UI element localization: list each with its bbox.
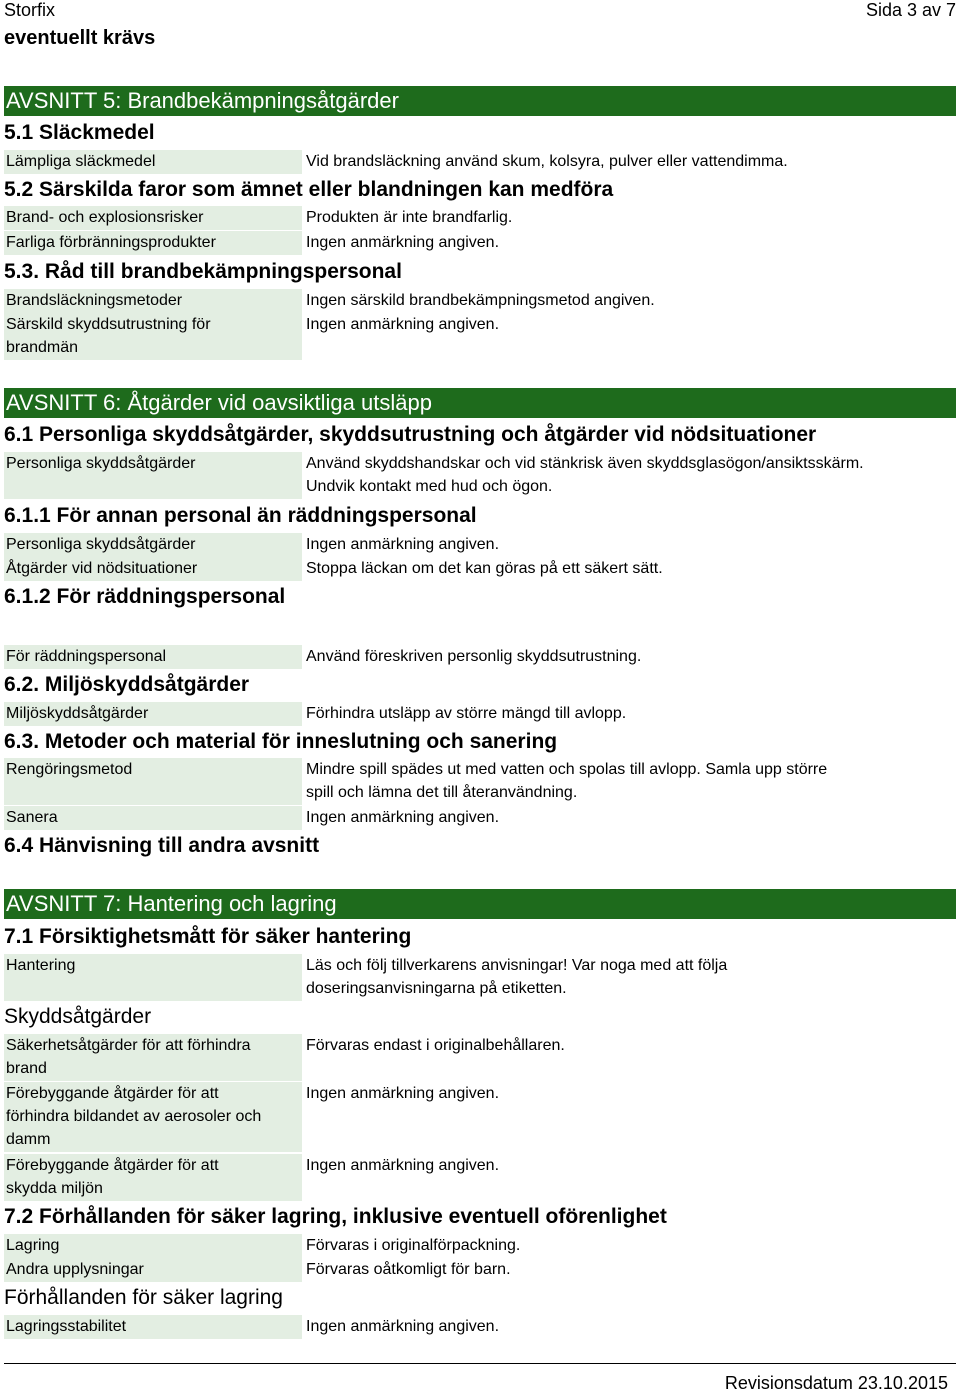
row-label <box>4 1082 302 1152</box>
section-7-title: AVSNITT 7: Hantering och lagring <box>4 889 956 919</box>
value-line: spill och lämna det till återanvändning. <box>306 784 578 801</box>
subsection-6-2: 6.2. Miljöskyddsåtgärder <box>4 673 250 696</box>
subsection-7-1: 7.1 Försiktighetsmått för säker hantering <box>4 925 412 948</box>
row-value: Ingen anmärkning angiven. <box>306 1157 500 1174</box>
subsection-6-4: 6.4 Hänvisning till andra avsnitt <box>4 834 320 857</box>
row-value: Förvaras oåtkomligt för barn. <box>306 1261 511 1278</box>
row-value: Ingen särskild brandbekämpningsmetod angiven. <box>306 292 655 309</box>
row-label: Rengöringsmetod <box>4 758 302 805</box>
value-line: doseringsanvisningarna på etiketten. <box>306 980 567 997</box>
value-line: Undvik kontakt med hud och ögon. <box>306 478 553 495</box>
protective-measures-heading: Skyddsåtgärder <box>4 1005 152 1028</box>
row-label: Andra upplysningar <box>4 1258 302 1282</box>
row-value <box>306 452 936 498</box>
row-label <box>4 313 302 360</box>
value-line: Använd skyddshandskar och vid stänkrisk även skyddsglasögon/ansiktsskärm. <box>306 455 864 472</box>
row-value: Använd föreskriven personlig skyddsutrustning. <box>306 648 642 665</box>
label-line: skydda miljön <box>6 1180 103 1197</box>
row-value: Ingen anmärkning angiven. <box>306 536 500 553</box>
row-label: För räddningspersonal <box>4 645 302 669</box>
row-value: Ingen anmärkning angiven. <box>306 234 500 251</box>
value-line: Läs och följ tillverkarens anvisningar! Var noga med att följa <box>306 957 728 974</box>
row-value: Förhindra utsläpp av större mängd till avlopp. <box>306 705 627 722</box>
row-value <box>306 954 936 1000</box>
subsection-7-2: 7.2 Förhållanden för säker lagring, inklusive eventuell oförenlighet <box>4 1205 667 1228</box>
row-value: Produkten är inte brandfarlig. <box>306 209 513 226</box>
value-line: Mindre spill spädes ut med vatten och spolas till avlopp. Samla upp större <box>306 761 828 778</box>
subsection-6-3: 6.3. Metoder och material för inneslutning och sanering <box>4 730 558 753</box>
row-label: Brandsläckningsmetoder <box>4 289 302 313</box>
subsection-6-1-2: 6.1.2 För räddningspersonal <box>4 585 286 608</box>
row-label: Sanera <box>4 806 302 830</box>
row-label: Lagringsstabilitet <box>4 1315 302 1339</box>
label-line: Säkerhetsåtgärder för att förhindra <box>6 1037 251 1054</box>
row-value: Ingen anmärkning angiven. <box>306 1085 500 1102</box>
label-line: brand <box>6 1060 47 1077</box>
label-line: damm <box>6 1131 51 1148</box>
page-number: Sida 3 av 7 <box>865 0 956 20</box>
continued-text: eventuellt krävs <box>4 27 156 49</box>
row-label: Brand- och explosionsrisker <box>4 206 302 230</box>
row-label: Åtgärder vid nödsituationer <box>4 557 302 581</box>
label-line: brandmän <box>6 339 79 356</box>
row-label: Personliga skyddsåtgärder <box>4 533 302 557</box>
row-value: Ingen anmärkning angiven. <box>306 809 500 826</box>
subsection-5-1: 5.1 Släckmedel <box>4 121 155 144</box>
row-value: Stoppa läckan om det kan göras på ett säkert sätt. <box>306 560 663 577</box>
row-label: Personliga skyddsåtgärder <box>4 452 302 499</box>
subsection-6-1-1: 6.1.1 För annan personal än räddningspersonal <box>4 504 477 527</box>
row-label <box>4 1034 302 1081</box>
row-value: Ingen anmärkning angiven. <box>306 316 500 333</box>
label-line: Förebyggande åtgärder för att <box>6 1085 219 1102</box>
row-label: Lagring <box>4 1234 302 1258</box>
subsection-6-1: 6.1 Personliga skyddsåtgärder, skyddsutrustning och åtgärder vid nödsituationer <box>4 423 817 446</box>
section-6-title: AVSNITT 6: Åtgärder vid oavsiktliga utsläpp <box>4 388 956 418</box>
subsection-5-2: 5.2 Särskilda faror som ämnet eller blandningen kan medföra <box>4 178 614 201</box>
revision-date: Revisionsdatum 23.10.2015 <box>724 1373 948 1393</box>
row-value: Vid brandsläckning använd skum, kolsyra, pulver eller vattendimma. <box>306 153 788 170</box>
subsection-5-3: 5.3. Råd till brandbekämpningspersonal <box>4 260 402 283</box>
label-line: Förebyggande åtgärder för att <box>6 1157 219 1174</box>
row-value: Förvaras endast i originalbehållaren. <box>306 1037 565 1054</box>
label-line: Särskild skyddsutrustning för <box>6 316 211 333</box>
label-line: förhindra bildandet av aerosoler och <box>6 1108 262 1125</box>
row-label <box>4 1154 302 1201</box>
row-label: Lämpliga släckmedel <box>4 150 302 174</box>
row-value: Förvaras i originalförpackning. <box>306 1237 521 1254</box>
footer-divider <box>4 1363 956 1364</box>
row-label: Farliga förbränningsprodukter <box>4 231 302 255</box>
row-label: Miljöskyddsåtgärder <box>4 702 302 726</box>
row-value <box>306 758 936 804</box>
section-5-title: AVSNITT 5: Brandbekämpningsåtgärder <box>4 86 956 116</box>
row-value: Ingen anmärkning angiven. <box>306 1318 500 1335</box>
row-label: Hantering <box>4 954 302 1001</box>
company-name: Storfix <box>4 0 56 20</box>
storage-conditions-heading: Förhållanden för säker lagring <box>4 1286 283 1309</box>
